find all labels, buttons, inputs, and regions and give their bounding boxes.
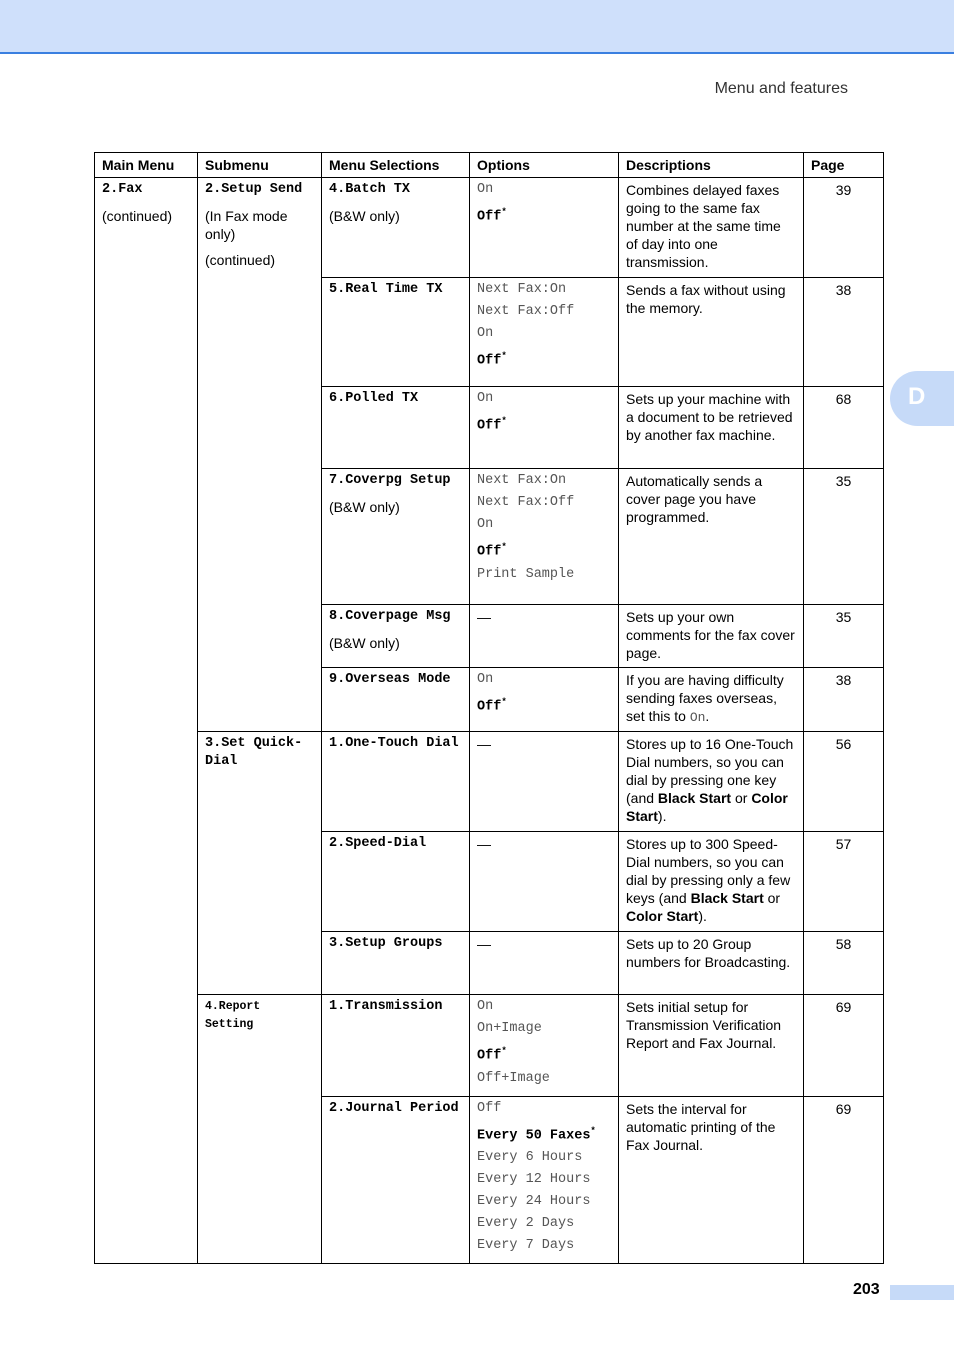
- option: Off+Image: [477, 1070, 550, 1086]
- selection-code: 6.Polled TX: [329, 391, 419, 406]
- options-cell: —: [470, 732, 619, 832]
- selection-cell: [322, 995, 470, 1097]
- default-option: Off*: [477, 416, 507, 434]
- option: Next Fax:Off: [477, 304, 575, 319]
- option: Print Sample: [477, 566, 575, 582]
- default-marker: *: [501, 207, 507, 217]
- submenu-cell: [198, 732, 322, 995]
- selection-code: 8.Coverpage Msg: [329, 609, 451, 624]
- table-row: [95, 995, 884, 1097]
- menu-table: [94, 152, 884, 1264]
- selection-code: 2.Speed-Dial: [329, 836, 427, 851]
- selection-cell: [322, 832, 470, 932]
- option: Every 2 Days: [477, 1216, 575, 1231]
- options-cell: —: [470, 605, 619, 668]
- default-marker: *: [590, 1125, 596, 1136]
- main-menu-code: 2.Fax: [102, 182, 143, 197]
- options-cell: [470, 178, 619, 278]
- description-cell: If you are having difficulty sending faxes overseas, set this to On.: [619, 668, 804, 732]
- options-cell: [470, 278, 619, 387]
- main-menu-cell: [95, 178, 198, 1264]
- selection-note: (B&W only): [329, 499, 400, 515]
- chapter-tab: [890, 371, 954, 426]
- option: On: [477, 517, 494, 532]
- option: On: [477, 326, 494, 341]
- option: Every 6 Hours: [477, 1150, 583, 1165]
- submenu-code: 2.Setup Send: [205, 182, 303, 197]
- page-cell: 68: [804, 387, 884, 469]
- selection-cell: [322, 668, 470, 732]
- selection-code: 2.Journal Period: [329, 1100, 459, 1116]
- selection-code: 4.Batch TX: [329, 182, 411, 197]
- page-cell: 38: [804, 278, 884, 387]
- options-cell: [470, 668, 619, 732]
- description-cell: Sets up your machine with a document to be retrieved by another fax machine.: [619, 387, 804, 469]
- description-cell: Stores up to 16 One-Touch Dial numbers, so you can dial by pressing one key (and Black Start or Color Start).: [619, 732, 804, 832]
- description-cell: Sets up your own comments for the fax cover page.: [619, 605, 804, 668]
- default-marker: *: [501, 542, 507, 552]
- table-row: [95, 732, 884, 832]
- selection-code: 5.Real Time TX: [329, 282, 443, 297]
- page-cell: 35: [804, 469, 884, 605]
- page-cell: 39: [804, 178, 884, 278]
- option: Next Fax:On: [477, 282, 567, 297]
- default-option: Off*: [477, 351, 507, 369]
- page-cell: 35: [804, 605, 884, 668]
- default-option: Off*: [477, 697, 507, 715]
- option: Every 24 Hours: [477, 1194, 591, 1209]
- page-number: 203: [853, 1281, 880, 1298]
- header-options: Options: [470, 153, 619, 178]
- chapter-tab-letter: D: [908, 383, 926, 410]
- main-menu-note: (continued): [102, 208, 173, 224]
- option: On+Image: [477, 1021, 542, 1036]
- header-main-menu: Main Menu: [95, 153, 198, 178]
- page-cell: 58: [804, 932, 884, 995]
- description-cell: Automatically sends a cover page you have programmed.: [619, 469, 804, 605]
- inline-code: On: [689, 710, 706, 725]
- submenu-cell: [198, 178, 322, 732]
- section-title: Menu and features: [714, 80, 848, 97]
- description-cell: Sets initial setup for Transmission Verification Report and Fax Journal.: [619, 995, 804, 1097]
- selection-cell: [322, 932, 470, 995]
- option: On: [477, 182, 494, 197]
- option: Off: [477, 1100, 502, 1116]
- option: Next Fax:On: [477, 473, 567, 488]
- default-option: Off*: [477, 207, 507, 225]
- default-marker: *: [501, 697, 507, 707]
- header-menu-selections: Menu Selections: [322, 153, 470, 178]
- description-cell: Sets up to 20 Group numbers for Broadcasting.: [619, 932, 804, 995]
- page-number-bar: [890, 1285, 954, 1300]
- default-option: Off*: [477, 542, 507, 560]
- option: Every 7 Days: [477, 1238, 575, 1253]
- description-cell: Stores up to 300 Speed-Dial numbers, so you can dial by pressing only a few keys (and Black Start or Color Start).: [619, 832, 804, 932]
- options-cell: —: [470, 932, 619, 995]
- table-header-row: [95, 153, 884, 178]
- header-submenu: Submenu: [198, 153, 322, 178]
- option: On: [477, 999, 494, 1014]
- option: On: [477, 672, 494, 687]
- page-cell: 56: [804, 732, 884, 832]
- selection-cell: [322, 605, 470, 668]
- submenu-cell: [198, 995, 322, 1264]
- selection-note: (B&W only): [329, 208, 400, 224]
- description-cell: Sends a fax without using the memory.: [619, 278, 804, 387]
- selection-code: 1.One-Touch Dial: [329, 736, 459, 751]
- selection-cell: [322, 469, 470, 605]
- submenu-code: 3.Set Quick-Dial: [205, 736, 303, 769]
- selection-cell: [322, 732, 470, 832]
- table-row: [95, 178, 884, 278]
- page-cell: 57: [804, 832, 884, 932]
- default-marker: *: [501, 1046, 507, 1056]
- header-page: Page: [804, 153, 884, 178]
- page-cell: 69: [804, 995, 884, 1097]
- default-marker: *: [501, 416, 507, 426]
- default-option: Every 50 Faxes*: [477, 1125, 596, 1143]
- selection-code: 9.Overseas Mode: [329, 672, 451, 687]
- option: Every 12 Hours: [477, 1172, 591, 1187]
- default-option: Off*: [477, 1046, 507, 1064]
- header-descriptions: Descriptions: [619, 153, 804, 178]
- options-cell: [470, 995, 619, 1097]
- options-cell: [470, 1096, 619, 1264]
- options-cell: [470, 387, 619, 469]
- selection-cell: [322, 1096, 470, 1264]
- page-cell: 38: [804, 668, 884, 732]
- options-cell: [470, 469, 619, 605]
- description-cell: Sets the interval for automatic printing of the Fax Journal.: [619, 1096, 804, 1264]
- submenu-note: (continued): [205, 252, 276, 268]
- selection-code: 1.Transmission: [329, 999, 443, 1014]
- submenu-note: (In Fax mode only): [205, 208, 288, 242]
- page-cell: 69: [804, 1096, 884, 1264]
- options-cell: —: [470, 832, 619, 932]
- selection-cell: [322, 278, 470, 387]
- description-cell: Combines delayed faxes going to the same fax number at the same time of day into one transmission.: [619, 178, 804, 278]
- option: On: [477, 391, 494, 406]
- submenu-code: 4.Report Setting: [205, 1000, 261, 1031]
- top-banner: [0, 0, 954, 54]
- selection-code: 7.Coverpg Setup: [329, 473, 451, 488]
- selection-note: (B&W only): [329, 635, 400, 651]
- selection-code: 3.Setup Groups: [329, 936, 443, 951]
- default-marker: *: [501, 351, 507, 361]
- option: Next Fax:Off: [477, 495, 575, 510]
- selection-cell: [322, 178, 470, 278]
- selection-cell: [322, 387, 470, 469]
